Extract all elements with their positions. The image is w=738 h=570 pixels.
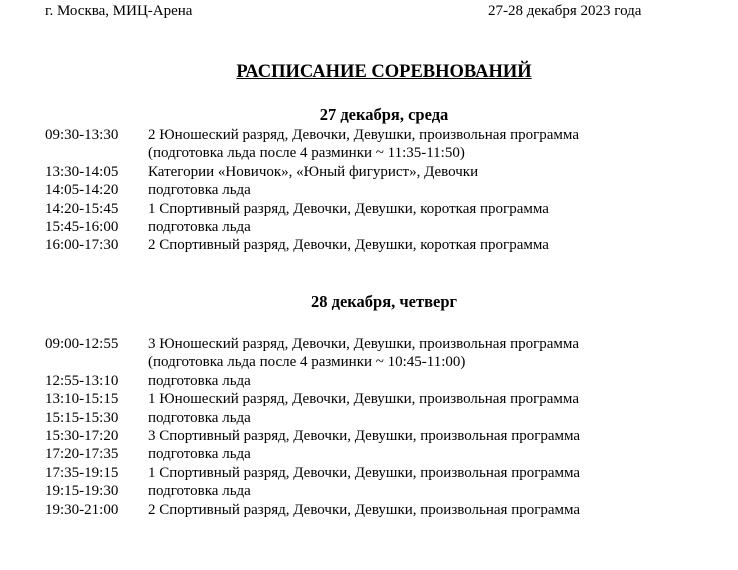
schedule-event: подготовка льда — [148, 182, 251, 199]
schedule-event: 1 Юношеский разряд, Девочки, Девушки, произвольная программа — [148, 391, 579, 408]
schedule-row — [45, 144, 579, 162]
day-heading: 27 декабря, среда — [319, 105, 449, 124]
schedule-time: 15:15-15:30 — [45, 409, 119, 426]
schedule-time: 14:05-14:20 — [45, 182, 119, 199]
schedule-time: 17:20-17:35 — [45, 446, 119, 463]
schedule-row — [45, 464, 580, 482]
schedule-time: 16:00-17:30 — [45, 237, 119, 254]
schedule-row — [45, 445, 580, 463]
schedule-time: 15:30-17:20 — [45, 428, 119, 445]
schedule-event: подготовка льда — [148, 372, 251, 389]
schedule-event: подготовка льда — [148, 483, 251, 500]
schedule-time: 12:55-13:10 — [45, 372, 119, 389]
page-title: РАСПИСАНИЕ СОРЕВНОВАНИЙ — [236, 62, 532, 82]
schedule-time — [45, 353, 148, 371]
schedule-event: (подготовка льда после 4 разминки ~ 11:35-11:50) — [148, 145, 465, 162]
schedule-event: 1 Спортивный разряд, Девочки, Девушки, короткая программа — [148, 200, 549, 217]
schedule-day-1 — [45, 126, 579, 255]
schedule-row — [45, 335, 580, 353]
schedule-event: 1 Спортивный разряд, Девочки, Девушки, произвольная программа — [148, 464, 581, 481]
schedule-event: 2 Юношеский разряд, Девочки, Девушки, произвольная программа — [148, 127, 579, 143]
schedule-event: 2 Спортивный разряд, Девочки, Девушки, произвольная программа — [148, 501, 581, 518]
schedule-time: 13:10-15:15 — [45, 391, 119, 408]
schedule-row — [45, 427, 580, 445]
schedule-event: подготовка льда — [148, 219, 251, 236]
schedule-row — [45, 236, 579, 254]
schedule-event: 3 Спортивный разряд, Девочки, Девушки, произвольная программа — [148, 428, 581, 445]
schedule-row — [45, 163, 579, 181]
schedule-time: 09:00-12:55 — [45, 336, 119, 352]
schedule-time: 17:35-19:15 — [45, 464, 119, 481]
header-location: г. Москва, МИЦ-Арена — [45, 3, 193, 19]
schedule-row — [45, 482, 580, 500]
schedule-row — [45, 409, 580, 427]
schedule-event: Категории «Новичок», «Юный фигурист», Девочки — [148, 163, 479, 180]
schedule-event: подготовка льда — [148, 409, 251, 426]
schedule-time: 15:45-16:00 — [45, 219, 119, 236]
schedule-time: 19:30-21:00 — [45, 501, 119, 518]
schedule-row — [45, 390, 580, 408]
schedule-row — [45, 372, 580, 390]
schedule-row — [45, 126, 579, 144]
schedule-row — [45, 353, 580, 371]
schedule-event: подготовка льда — [148, 446, 251, 463]
schedule-time — [45, 144, 148, 162]
schedule-time: 19:15-19:30 — [45, 483, 119, 500]
schedule-event: 2 Спортивный разряд, Девочки, Девушки, короткая программа — [148, 237, 549, 254]
header-dates: 27-28 декабря 2023 года — [488, 3, 642, 19]
schedule-row — [45, 200, 579, 218]
schedule-day-2 — [45, 335, 580, 519]
schedule-time: 13:30-14:05 — [45, 163, 119, 180]
schedule-row — [45, 181, 579, 199]
schedule-time: 09:30-13:30 — [45, 127, 119, 143]
schedule-row — [45, 501, 580, 519]
schedule-event: 3 Юношеский разряд, Девочки, Девушки, произвольная программа — [148, 336, 579, 352]
schedule-event: (подготовка льда после 4 разминки ~ 10:45-11:00) — [148, 354, 466, 371]
schedule-row — [45, 218, 579, 236]
schedule-time: 14:20-15:45 — [45, 200, 119, 217]
day-heading: 28 декабря, четверг — [310, 292, 458, 311]
